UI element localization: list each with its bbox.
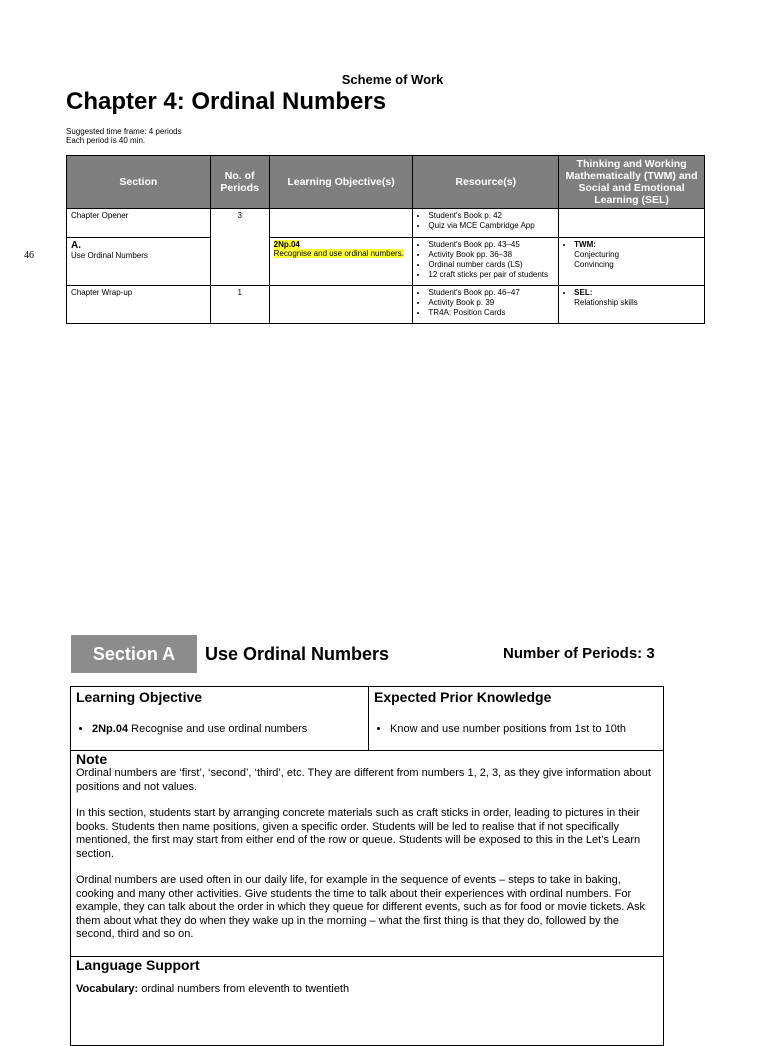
learning-objective-code: 2Np.04 bbox=[92, 723, 129, 735]
prior-knowledge-item: • Know and use number positions from 1st to 10th bbox=[390, 722, 658, 736]
resource-item: • Student's Book pp. 43–45 bbox=[428, 240, 554, 250]
time-frame-line: Suggested time frame: 4 periods bbox=[66, 127, 182, 136]
resource-item: • 12 craft sticks per pair of students bbox=[428, 270, 554, 280]
section-a-title: Use Ordinal Numbers bbox=[205, 644, 390, 664]
resource-item: • Ordinal number cards (LS) bbox=[428, 260, 554, 270]
column-header: Learning Objective(s) bbox=[269, 156, 413, 209]
objective-cell bbox=[269, 209, 413, 238]
twm-skill: Convincing bbox=[574, 260, 614, 269]
learning-objective-heading: Learning Objective bbox=[76, 689, 203, 705]
resources-cell bbox=[413, 238, 559, 286]
column-header: Section bbox=[67, 156, 211, 209]
twm-skill: Conjecturing bbox=[574, 250, 620, 259]
sel-label: SEL: bbox=[574, 288, 593, 297]
objective-cell bbox=[269, 286, 413, 324]
learning-objective-item bbox=[92, 722, 363, 736]
section-cell: Chapter Opener bbox=[67, 209, 211, 238]
section-name: Use Ordinal Numbers bbox=[71, 251, 148, 260]
twm-sel-cell bbox=[559, 286, 705, 324]
prior-knowledge-panel bbox=[369, 687, 663, 750]
section-cell bbox=[67, 238, 211, 286]
note-section bbox=[71, 751, 663, 957]
page-number: 46 bbox=[24, 250, 34, 261]
language-support-section bbox=[71, 957, 663, 1046]
resource-item: • Quiz via MCE Cambridge App bbox=[428, 221, 554, 231]
resource-item: • TR4A: Position Cards bbox=[428, 308, 554, 318]
table-row bbox=[67, 286, 705, 324]
scheme-of-work-label: Scheme of Work bbox=[341, 72, 444, 87]
resource-item: • Activity Book p. 39 bbox=[428, 298, 554, 308]
note-paragraph: Ordinal numbers are ‘first’, ‘second’, ‘third’, etc. They are different from numbers 1, 2, 3, as they give information about positions and not values. bbox=[76, 767, 651, 793]
periods-cell: 3 bbox=[210, 209, 269, 286]
resource-item: • Student's Book p. 42 bbox=[428, 211, 554, 221]
twm-sel-cell bbox=[559, 238, 705, 286]
resources-cell bbox=[413, 286, 559, 324]
periods-cell: 1 bbox=[210, 286, 269, 324]
column-header: Thinking and Working Mathematically (TWM) and Social and Emotional Learning (SEL) bbox=[559, 156, 705, 209]
table-row bbox=[67, 238, 705, 286]
vocabulary-line bbox=[76, 983, 658, 995]
language-support-heading: Language Support bbox=[76, 957, 200, 973]
note-paragraph: Ordinal numbers are used often in our daily life, for example in the sequence of events – steps to take in baking, cooking and many other activities. Give students the time to talk about their experiences with ordinal numbers. For example, they can talk about the order in which they queue for different events, such as for food or movie tickets. Ask them about what they do when they wake up in the morning – what the first thing is that they do, followed by the second, third and so on. bbox=[76, 874, 646, 940]
resource-item: • Student's Book pp. 46–47 bbox=[428, 288, 554, 298]
resource-item: • Activity Book pp. 36–38 bbox=[428, 250, 554, 260]
prior-knowledge-heading: Expected Prior Knowledge bbox=[374, 689, 552, 705]
section-cell: Chapter Wrap-up bbox=[67, 286, 211, 324]
learning-objective-text: Recognise and use ordinal numbers bbox=[131, 723, 308, 735]
learning-objective-panel bbox=[71, 687, 369, 750]
sel-skill: Relationship skills bbox=[574, 298, 638, 307]
column-header: No. of Periods bbox=[210, 156, 269, 209]
table-row bbox=[67, 209, 705, 238]
vocabulary-text: ordinal numbers from eleventh to twentieth bbox=[141, 983, 350, 995]
note-heading: Note bbox=[76, 751, 108, 767]
chapter-title: Chapter 4: Ordinal Numbers bbox=[66, 88, 387, 115]
twm-item bbox=[574, 240, 700, 270]
objective-prior-row bbox=[71, 687, 663, 751]
twm-label: TWM: bbox=[574, 240, 596, 249]
scheme-of-work-table bbox=[66, 155, 705, 324]
section-a-periods: Number of Periods: 3 bbox=[503, 645, 655, 662]
resources-cell bbox=[413, 209, 559, 238]
vocabulary-label: Vocabulary: bbox=[76, 983, 139, 995]
objective-cell bbox=[269, 238, 413, 286]
objective-text: Recognise and use ordinal numbers. bbox=[273, 249, 404, 258]
note-paragraph: In this section, students start by arranging concrete materials such as craft sticks in order, leading to pictures in their books. Students then name positions, given a specific order. Students will be led to realise that if not specifically mentioned, the first may start from either end of the row or queue. Students will be exposed to this in the Let’s Learn section. bbox=[76, 807, 641, 860]
period-length-line: Each period is 40 min. bbox=[66, 136, 146, 145]
section-a-tag: Section A bbox=[71, 635, 197, 673]
section-a-box bbox=[70, 686, 664, 1046]
time-frame-note bbox=[66, 127, 182, 145]
table-header-row bbox=[67, 156, 705, 209]
twm-sel-cell bbox=[559, 209, 705, 238]
section-letter: A. bbox=[71, 240, 81, 251]
sel-item bbox=[574, 288, 700, 308]
column-header: Resource(s) bbox=[413, 156, 559, 209]
objective-code: 2Np.04 bbox=[273, 240, 300, 249]
